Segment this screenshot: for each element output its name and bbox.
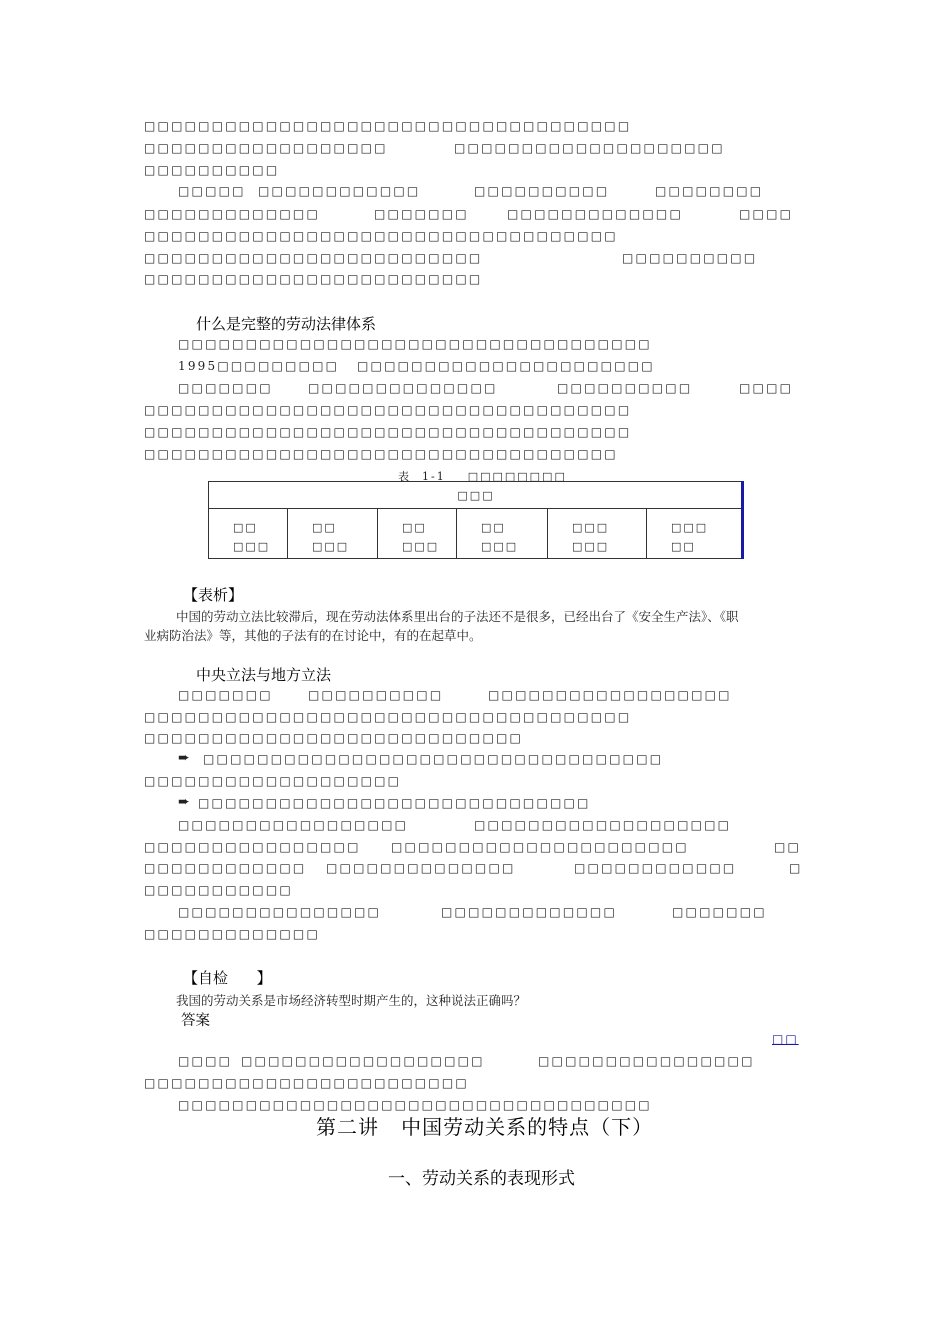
paragraph-line: □□□□□□□□□□□□□□□□□□□□□□□□□□□□□□□□□□□□ [144, 119, 632, 133]
paragraph-line: □□□□□□□ [178, 381, 273, 395]
paragraph-line: □□□□□□□□□□□□□□□□□□□□□□□□□ [144, 251, 483, 265]
analysis-text: 业病防治法》等，其他的子法有的在讨论中，有的在起草中。 [144, 628, 482, 643]
paragraph-line: □□□□□□□ [178, 688, 273, 702]
paragraph-line: □□□□□□□□□□ [308, 688, 444, 702]
paragraph-line: □□□□□□□□□□□□□□□□□□□□□□□□□□□□□□□□□□□ [178, 337, 652, 351]
table-border-accent [741, 481, 744, 559]
paragraph-line: 1995□□□□□□□□□ [178, 359, 340, 373]
paragraph-line: □□□□□□□□□□□□□□□□□□□□□□□□ [144, 1076, 469, 1090]
paragraph-line: □□□□□□□□□□□□□ [507, 207, 683, 221]
paragraph-line: □□□□□ [178, 184, 246, 198]
paragraph-line: □□□□□□□□□□ [144, 163, 280, 177]
section-heading: 中央立法与地方立法 [196, 666, 332, 684]
paragraph-line: □□□□□□□□□□□□□□□ [178, 905, 382, 919]
paragraph-line: □□□□□□□□□□□□□□□□□ [178, 818, 409, 832]
paragraph-line: □ [789, 861, 803, 875]
paragraph-line: □□ [774, 840, 802, 854]
paragraph-line: □□□□□□□□□□□□□□□□□□ [144, 141, 388, 155]
law-system-table [208, 481, 744, 559]
paragraph-line: □□□□□□□□□□□ [144, 883, 293, 897]
paragraph-line: □□□□□□□□□□□□□□□□□□□□□□□□□□□□ [144, 731, 524, 745]
arrow-bullet-icon: ➨ [178, 750, 190, 766]
paragraph-line: □□□□□□□□□□ [474, 184, 610, 198]
paragraph-line: □□□□ [739, 381, 794, 395]
paragraph-line: □□□□□□□□□□□□□□ [308, 381, 498, 395]
paragraph-line: □□□□□□□□□□□□□□□□□□□□□□□□□□□□□□□□□□□ [144, 229, 618, 243]
table-cell: □□ [457, 509, 548, 535]
paragraph-line: □□□□□□□□□□□□□□□□□□□□□□□□□□□□□□□□□□□□ [144, 710, 632, 724]
paragraph-line: □□□□□□□□□□□□□□□□□□□□□□□□□□□□□□□□□□□□ [144, 425, 632, 439]
section-heading: 什么是完整的劳动法律体系 [196, 315, 377, 333]
paragraph-line: □□□□ [178, 1054, 233, 1068]
answer-link[interactable]: □□ [772, 1032, 799, 1046]
paragraph-line: □□□□□□□□□□□□□□□□□□□ [144, 774, 402, 788]
selfcheck-question: 我国的劳动关系是市场经济转型时期产生的，这种说法正确吗？ [176, 993, 527, 1008]
paragraph-line: □□□□□□□□□□□□ [574, 861, 737, 875]
table-cell: □□ [288, 509, 378, 535]
paragraph-line: □□□□□□□□□□□□□□□□□□□□□□ [391, 840, 689, 854]
paragraph-line: □□□□□□□ [672, 905, 767, 919]
paragraph-line: □□□□□□□□□□□□□□□□□□□□□□□□□□□□□□□□□□□ [178, 1098, 652, 1112]
table-cell: □□□ [288, 534, 378, 559]
paragraph-line: □□□□□□□□□□□□□□□□□□ [241, 1054, 485, 1068]
paragraph-line: □□□□□□□□□□□□□□□□□□□ [474, 818, 732, 832]
analysis-label: 【表析】 [183, 586, 244, 604]
paragraph-line: □□□□□□□□ [655, 184, 764, 198]
selfcheck-label: 【自检 】 [183, 969, 272, 987]
table-header-cell: □□□ [209, 482, 744, 509]
table-cell: □□ [378, 509, 457, 535]
table-cell: □□ [209, 509, 288, 535]
paragraph-line: □□□□□□□□□□□□□□□□□□□□□□ [357, 359, 655, 373]
paragraph-line: □□□□□□□□□□ [557, 381, 693, 395]
paragraph-line: □□□□□□□□□□□□□□□□□□□□□□□□□ [144, 272, 483, 286]
table-cell: □□□ [209, 534, 288, 559]
paragraph-line: □□□□□□□□□□□□□□□□□□□□□□□□□□□□□□□□□□□ [144, 447, 618, 461]
paragraph-line: □□□□ [739, 207, 794, 221]
paragraph-line: □□□□□□□□□□□□□ [144, 207, 320, 221]
paragraph-line: □□□□□□□□□□□□ [144, 861, 307, 875]
paragraph-line: □□□□□□□□□□□□ [258, 184, 421, 198]
paragraph-line: □□□□□□□□□□□□□□□□□□□□□□□□□□□□□□□□□□□□ [144, 403, 632, 417]
paragraph-line: □□□□□□□□□□□□□□□□□□□□ [454, 141, 725, 155]
table-cell: □□□ [378, 534, 457, 559]
lecture-subtitle: 一、劳动关系的表现形式 [388, 1169, 575, 1189]
answer-label: 答案 [181, 1013, 210, 1029]
paragraph-line: □□□□□□□□□□□□□□□□ [538, 1054, 755, 1068]
paragraph-line: □□□□□□□□□□□□□□□□□□ [488, 688, 732, 702]
table-cell: □□□ [548, 534, 647, 559]
paragraph-line: □□□□□□□□□□□□□□ [326, 861, 516, 875]
bullet-line: □□□□□□□□□□□□□□□□□□□□□□□□□□□□□ [198, 796, 591, 810]
table-cell: □□□ [647, 509, 744, 535]
analysis-text: 中国的劳动立法比较滞后，现在劳动法体系里出台的子法还不是很多，已经出台了《安全生产法》、《职 [176, 609, 739, 624]
table-cell: □□□ [548, 509, 647, 535]
table-cell: □□ [647, 534, 744, 559]
arrow-bullet-icon: ➨ [178, 794, 190, 810]
paragraph-line: □□□□□□□□□□□□□ [144, 927, 320, 941]
paragraph-line: □□□□□□□□□□ [622, 251, 758, 265]
lecture-title: 第二讲 中国劳动关系的特点（下） [316, 1115, 654, 1139]
bullet-line: □□□□□□□□□□□□□□□□□□□□□□□□□□□□□□□□□□ [203, 752, 664, 766]
table-caption: 表 1-1 □□□□□□□□ [398, 470, 567, 483]
paragraph-line: □□□□□□□□□□□□□□□□ [144, 840, 361, 854]
paragraph-line: □□□□□□□ [374, 207, 469, 221]
table-cell: □□□ [457, 534, 548, 559]
paragraph-line: □□□□□□□□□□□□□ [441, 905, 617, 919]
